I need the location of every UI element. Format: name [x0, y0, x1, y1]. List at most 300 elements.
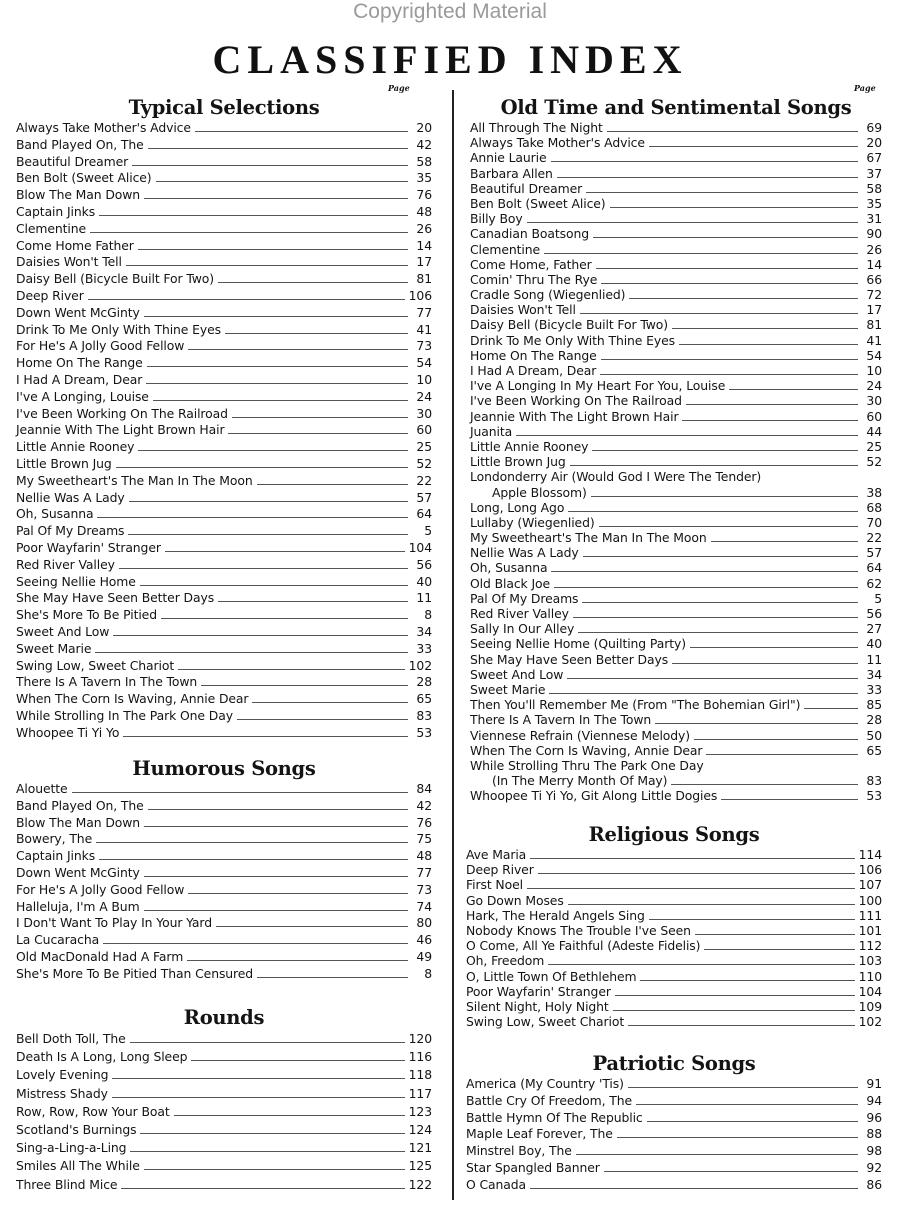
entry-title: Daisy Bell (Bicycle Built For Two) — [16, 271, 214, 287]
entry-title: La Cucaracha — [16, 932, 100, 948]
page-column-header: Page — [854, 83, 876, 93]
entry-page-number: 81 — [866, 317, 882, 333]
entry-page-number: 64 — [416, 506, 432, 522]
index-entry — [470, 287, 882, 302]
section-typical-selections — [16, 83, 432, 741]
entry-page-number: 83 — [866, 773, 882, 789]
index-entry — [470, 712, 882, 727]
entry-title: Row, Row, Row Your Boat — [16, 1103, 170, 1119]
entry-title: For He's A Jolly Good Fellow — [16, 338, 185, 354]
dot-leader — [695, 933, 855, 935]
index-entry — [16, 865, 432, 882]
index-entry — [470, 166, 882, 181]
entry-page-number: 57 — [866, 545, 882, 561]
index-entry — [466, 938, 882, 953]
index-entry — [470, 150, 882, 165]
index-entry — [16, 288, 432, 305]
index-entry — [470, 576, 882, 591]
dot-leader — [649, 918, 855, 920]
section-humorous-songs — [16, 757, 432, 983]
dot-leader — [672, 327, 858, 329]
index-entry — [16, 590, 432, 607]
index-entry — [466, 1126, 882, 1143]
entry-page-number: 38 — [866, 484, 882, 500]
entry-page-number: 68 — [866, 499, 882, 515]
entry-title: She May Have Seen Better Days — [16, 590, 215, 606]
dot-leader — [201, 684, 408, 686]
dot-leader — [591, 495, 858, 497]
dot-leader — [147, 365, 408, 367]
entry-title: Nobody Knows The Trouble I've Seen — [466, 922, 691, 938]
entry-page-number: 76 — [416, 814, 432, 830]
index-entry — [16, 120, 432, 137]
index-entry — [16, 221, 432, 238]
dot-leader — [191, 1059, 404, 1061]
dot-leader — [628, 1086, 858, 1088]
section-old-time-sentimental-songs — [470, 83, 882, 804]
dot-leader — [592, 449, 858, 451]
index-entry — [16, 490, 432, 507]
entry-title: Halleluja, I'm A Bum — [16, 898, 140, 914]
index-entry — [466, 953, 882, 968]
entry-title-continuation: (In The Merry Month Of May) — [492, 773, 668, 789]
entry-title: Oh, Freedom — [466, 953, 545, 969]
entry-title: Sweet Marie — [16, 640, 92, 656]
entry-title: Always Take Mother's Advice — [470, 135, 645, 151]
index-entry — [466, 1160, 882, 1177]
entry-page-number: 114 — [858, 847, 882, 862]
entry-page-number: 74 — [416, 898, 432, 914]
entry-title: Bell Doth Toll, The — [16, 1031, 126, 1046]
entry-page-number: 10 — [416, 371, 432, 387]
index-entry — [16, 1176, 432, 1194]
section-heading: Religious Songs — [588, 823, 760, 846]
dot-leader — [568, 510, 858, 512]
entry-page-number: 46 — [416, 932, 432, 948]
index-entry — [16, 372, 432, 389]
index-entry — [16, 170, 432, 187]
entry-page-number: 40 — [416, 573, 432, 589]
entry-page-number: 73 — [416, 338, 432, 354]
dot-leader — [721, 798, 858, 800]
entry-page-number: 77 — [416, 864, 432, 880]
index-entry — [470, 636, 882, 651]
entry-title: Down Went McGinty — [16, 864, 140, 880]
index-entry — [16, 322, 432, 339]
index-entry — [16, 154, 432, 171]
dot-leader — [596, 267, 858, 269]
entry-title: Old Black Joe — [470, 575, 551, 591]
dot-leader — [146, 382, 408, 384]
dot-leader — [527, 221, 858, 223]
entry-title: Red River Valley — [16, 556, 115, 572]
entry-page-number: 118 — [408, 1067, 432, 1083]
entry-page-number: 72 — [866, 287, 882, 303]
dot-leader — [252, 701, 408, 703]
index-entry — [470, 591, 882, 606]
index-entry — [470, 257, 882, 272]
entry-title: Little Annie Rooney — [470, 438, 589, 454]
entry-page-number: 56 — [416, 556, 432, 572]
dot-leader — [649, 145, 858, 147]
entry-title: O, Little Town Of Bethlehem — [466, 968, 637, 984]
dot-leader — [567, 677, 858, 679]
index-entry — [470, 242, 882, 257]
entry-page-number: 70 — [866, 514, 882, 530]
entry-title: There Is A Tavern In The Town — [470, 712, 652, 728]
entry-page-number: 17 — [416, 254, 432, 270]
entry-page-number: 5 — [424, 523, 432, 539]
entry-page-number: 42 — [416, 136, 432, 152]
dot-leader — [129, 500, 408, 502]
entry-title: Down Went McGinty — [16, 304, 140, 320]
entry-title: Seeing Nellie Home — [16, 573, 136, 589]
entry-page-number: 8 — [424, 607, 432, 623]
entry-title: Bowery, The — [16, 831, 93, 847]
dot-leader — [96, 841, 408, 843]
index-entry — [470, 393, 882, 408]
entry-list — [16, 120, 432, 741]
entry-page-number: 44 — [866, 423, 882, 439]
index-entry — [16, 1030, 432, 1048]
dot-leader — [527, 887, 855, 889]
dot-leader — [153, 399, 408, 401]
index-entry — [16, 137, 432, 154]
index-entry — [16, 624, 432, 641]
section-heading: Typical Selections — [128, 96, 320, 119]
index-entry — [470, 667, 882, 682]
entry-page-number: 49 — [416, 948, 432, 964]
index-entry — [16, 238, 432, 255]
index-entry — [466, 893, 882, 908]
dot-leader — [671, 783, 858, 785]
entry-page-number: 24 — [416, 388, 432, 404]
index-entry — [470, 682, 882, 697]
entry-title: Little Annie Rooney — [16, 439, 135, 455]
entry-title: I Don't Want To Play In Your Yard — [16, 915, 212, 931]
entry-page-number: 42 — [416, 797, 432, 813]
index-entry — [16, 1048, 432, 1066]
index-entry — [470, 302, 882, 317]
dot-leader — [604, 1170, 858, 1172]
entry-page-number: 25 — [416, 439, 432, 455]
dot-leader — [672, 662, 858, 664]
dot-leader — [804, 707, 858, 709]
entry-title: Sweet And Low — [470, 666, 564, 682]
dot-leader — [156, 180, 408, 182]
index-entry — [16, 422, 432, 439]
dot-leader — [161, 617, 408, 619]
entry-page-number: 100 — [858, 892, 882, 908]
dot-leader — [599, 525, 858, 527]
dot-leader — [119, 567, 408, 569]
dot-leader — [573, 616, 858, 618]
entry-page-number: 27 — [866, 621, 882, 637]
index-entry — [470, 560, 882, 575]
index-entry — [470, 424, 882, 439]
index-entry — [466, 862, 882, 877]
index-entry — [16, 932, 432, 949]
entry-title: Ave Maria — [466, 847, 527, 862]
entry-page-number: 102 — [858, 1014, 882, 1030]
index-entry — [16, 473, 432, 490]
index-entry — [16, 523, 432, 540]
index-entry — [466, 1076, 882, 1093]
entry-page-number: 52 — [416, 455, 432, 471]
entry-page-number: 120 — [408, 1031, 432, 1046]
entry-title: Old MacDonald Had A Farm — [16, 948, 184, 964]
index-entry — [470, 652, 882, 667]
entry-page-number: 104 — [408, 539, 432, 555]
entry-title: Swing Low, Sweet Chariot — [16, 657, 175, 673]
dot-leader — [130, 1150, 404, 1152]
entry-title: Captain Jinks — [16, 203, 96, 219]
index-entry — [16, 271, 432, 288]
index-entry — [16, 798, 432, 815]
index-entry — [470, 758, 882, 788]
dot-leader — [148, 147, 408, 149]
dot-leader — [629, 297, 858, 299]
entry-title: I've Been Working On The Railroad — [470, 393, 682, 409]
index-entry — [466, 984, 882, 999]
entry-title: Star Spangled Banner — [466, 1159, 600, 1175]
entry-title: Billy Boy — [470, 211, 523, 227]
index-entry — [470, 530, 882, 545]
entry-title: When The Corn Is Waving, Annie Dear — [16, 691, 249, 707]
dot-leader — [554, 586, 858, 588]
entry-page-number: 86 — [866, 1176, 882, 1192]
entry-title: Sally In Our Alley — [470, 621, 575, 637]
entry-title: Oh, Susanna — [16, 506, 94, 522]
index-entry — [466, 1014, 882, 1029]
dot-leader — [613, 1009, 855, 1011]
entry-title: Daisies Won't Tell — [16, 254, 122, 270]
dot-leader — [72, 791, 408, 793]
entry-title: Nellie Was A Lady — [470, 545, 579, 561]
entry-page-number: 22 — [866, 530, 882, 546]
entry-page-number: 50 — [866, 727, 882, 743]
dot-leader — [126, 264, 408, 266]
entry-page-number: 64 — [866, 560, 882, 576]
entry-page-number: 5 — [874, 590, 882, 606]
index-entry — [16, 1085, 432, 1103]
entry-title: Annie Laurie — [470, 150, 547, 166]
entry-title: Seeing Nellie Home (Quilting Party) — [470, 636, 686, 652]
index-entry — [16, 439, 432, 456]
entry-page-number: 37 — [866, 165, 882, 181]
index-entry — [470, 728, 882, 743]
index-entry — [470, 196, 882, 211]
entry-title: I've A Longing In My Heart For You, Louise — [470, 378, 726, 394]
dot-leader — [130, 1041, 405, 1043]
dot-leader — [636, 1103, 858, 1105]
index-entry — [470, 697, 882, 712]
entry-title: America (My Country 'Tis) — [466, 1076, 624, 1091]
entry-title: Sing-a-Ling-a-Ling — [16, 1140, 127, 1156]
dot-leader — [711, 540, 858, 542]
index-entry — [16, 1157, 432, 1175]
dot-leader — [706, 753, 858, 755]
entry-title: Jeannie With The Light Brown Hair — [16, 422, 225, 438]
entry-title: Captain Jinks — [16, 848, 96, 864]
entry-title: Beautiful Dreamer — [470, 180, 583, 196]
entry-page-number: 81 — [416, 271, 432, 287]
entry-list — [16, 1030, 432, 1194]
dot-leader — [228, 432, 408, 434]
dot-leader — [570, 464, 858, 466]
entry-page-number: 80 — [416, 915, 432, 931]
dot-leader — [144, 875, 408, 877]
dot-leader — [568, 903, 855, 905]
entry-title: Pal Of My Dreams — [16, 523, 125, 539]
dot-leader — [601, 358, 858, 360]
dot-leader — [640, 979, 854, 981]
index-entry — [16, 848, 432, 865]
index-entry — [16, 1103, 432, 1121]
dot-leader — [95, 651, 408, 653]
index-entry — [16, 641, 432, 658]
index-entry — [16, 338, 432, 355]
dot-leader — [99, 858, 408, 860]
section-rounds — [16, 1006, 432, 1194]
dot-leader — [138, 248, 408, 250]
entry-title: My Sweetheart's The Man In The Moon — [16, 472, 253, 488]
entry-page-number: 125 — [408, 1158, 432, 1174]
dot-leader — [138, 449, 408, 451]
entry-page-number: 107 — [858, 877, 882, 893]
index-entry — [16, 1066, 432, 1084]
dot-leader — [615, 994, 855, 996]
dot-leader — [144, 909, 408, 911]
entry-page-number: 35 — [866, 195, 882, 211]
index-entry — [470, 348, 882, 363]
dot-leader — [628, 1024, 855, 1026]
index-entry — [470, 500, 882, 515]
dot-leader — [690, 646, 858, 648]
entry-page-number: 41 — [416, 321, 432, 337]
section-patriotic-songs — [466, 1052, 882, 1194]
entry-title: I Had A Dream, Dear — [470, 363, 597, 378]
index-entry — [470, 621, 882, 636]
index-entry — [466, 1143, 882, 1160]
entry-page-number: 33 — [866, 681, 882, 697]
dot-leader — [218, 600, 408, 602]
dot-leader — [257, 976, 408, 978]
index-entry — [16, 1139, 432, 1157]
entry-page-number: 58 — [416, 153, 432, 169]
entry-page-number: 54 — [416, 355, 432, 371]
index-entry — [16, 187, 432, 204]
index-entry — [16, 915, 432, 932]
entry-title: When The Corn Is Waving, Annie Dear — [470, 742, 703, 758]
entry-title: Little Brown Jug — [16, 455, 112, 471]
dot-leader — [549, 692, 858, 694]
section-religious-songs — [466, 823, 882, 1029]
index-entry — [470, 333, 882, 348]
dot-leader — [144, 1168, 405, 1170]
entry-list — [466, 1076, 882, 1194]
entry-title: Poor Wayfarin' Stranger — [466, 983, 611, 999]
entry-title: There Is A Tavern In The Town — [16, 674, 198, 690]
dot-leader — [218, 281, 408, 283]
entry-page-number: 121 — [408, 1140, 432, 1156]
entry-page-number: 98 — [866, 1143, 882, 1159]
index-entry — [16, 456, 432, 473]
entry-title: Londonderry Air (Would God I Were The Tender) — [470, 469, 762, 485]
index-entry — [16, 540, 432, 557]
entry-list — [466, 847, 882, 1029]
dot-leader — [582, 601, 858, 603]
entry-title: Band Played On, The — [16, 797, 144, 813]
dot-leader — [548, 963, 854, 965]
entry-title: Go Down Moses — [466, 892, 564, 908]
entry-title: Mistress Shady — [16, 1085, 108, 1101]
entry-page-number: 62 — [866, 575, 882, 591]
dot-leader — [551, 570, 858, 572]
dot-leader — [178, 668, 405, 670]
entry-title: Pal Of My Dreams — [470, 590, 579, 606]
entry-page-number: 54 — [866, 347, 882, 363]
dot-leader — [195, 130, 408, 132]
entry-page-number: 103 — [858, 953, 882, 969]
index-entry — [16, 725, 432, 742]
dot-leader — [538, 872, 855, 874]
entry-title: Poor Wayfarin' Stranger — [16, 539, 161, 555]
entry-page-number: 112 — [858, 938, 882, 954]
entry-title: Alouette — [16, 781, 68, 796]
index-entry — [16, 674, 432, 691]
page-column-header: Page — [388, 83, 410, 93]
index-entry — [16, 557, 432, 574]
dot-leader — [99, 214, 408, 216]
entry-page-number: 96 — [866, 1109, 882, 1125]
entry-title: While Strolling Thru The Park One Day — [470, 757, 704, 773]
entry-title: Daisy Bell (Bicycle Built For Two) — [470, 317, 668, 333]
entry-page-number: 34 — [866, 666, 882, 682]
dot-leader — [647, 1120, 858, 1122]
entry-title: O Come, All Ye Faithful (Adeste Fidelis) — [466, 938, 701, 954]
index-entry — [470, 378, 882, 393]
entry-title: Home On The Range — [470, 347, 597, 363]
entry-title: Ben Bolt (Sweet Alice) — [470, 195, 606, 211]
index-entry — [16, 658, 432, 675]
entry-page-number: 122 — [408, 1176, 432, 1192]
entry-page-number: 110 — [858, 968, 882, 984]
index-entry — [466, 847, 882, 862]
entry-page-number: 17 — [866, 302, 882, 318]
index-entry — [470, 454, 882, 469]
entry-title: Lovely Evening — [16, 1067, 109, 1083]
dot-leader — [144, 197, 408, 199]
index-entry — [466, 908, 882, 923]
entry-page-number: 101 — [858, 922, 882, 938]
entry-page-number: 92 — [866, 1159, 882, 1175]
entry-title: Blow The Man Down — [16, 187, 141, 203]
dot-leader — [188, 348, 408, 350]
dot-leader — [116, 466, 408, 468]
entry-page-number: 58 — [866, 180, 882, 196]
index-entry — [466, 923, 882, 938]
entry-page-number: 111 — [858, 907, 882, 923]
section-heading: Old Time and Sentimental Songs — [500, 96, 852, 119]
entry-title: Whoopee Ti Yi Yo, Git Along Little Dogies — [470, 788, 718, 804]
entry-title: Canadian Boatsong — [470, 226, 589, 242]
entry-title: Sweet And Low — [16, 623, 110, 639]
entry-page-number: 30 — [866, 393, 882, 409]
dot-leader — [97, 516, 408, 518]
index-entry — [470, 439, 882, 454]
entry-page-number: 41 — [866, 332, 882, 348]
